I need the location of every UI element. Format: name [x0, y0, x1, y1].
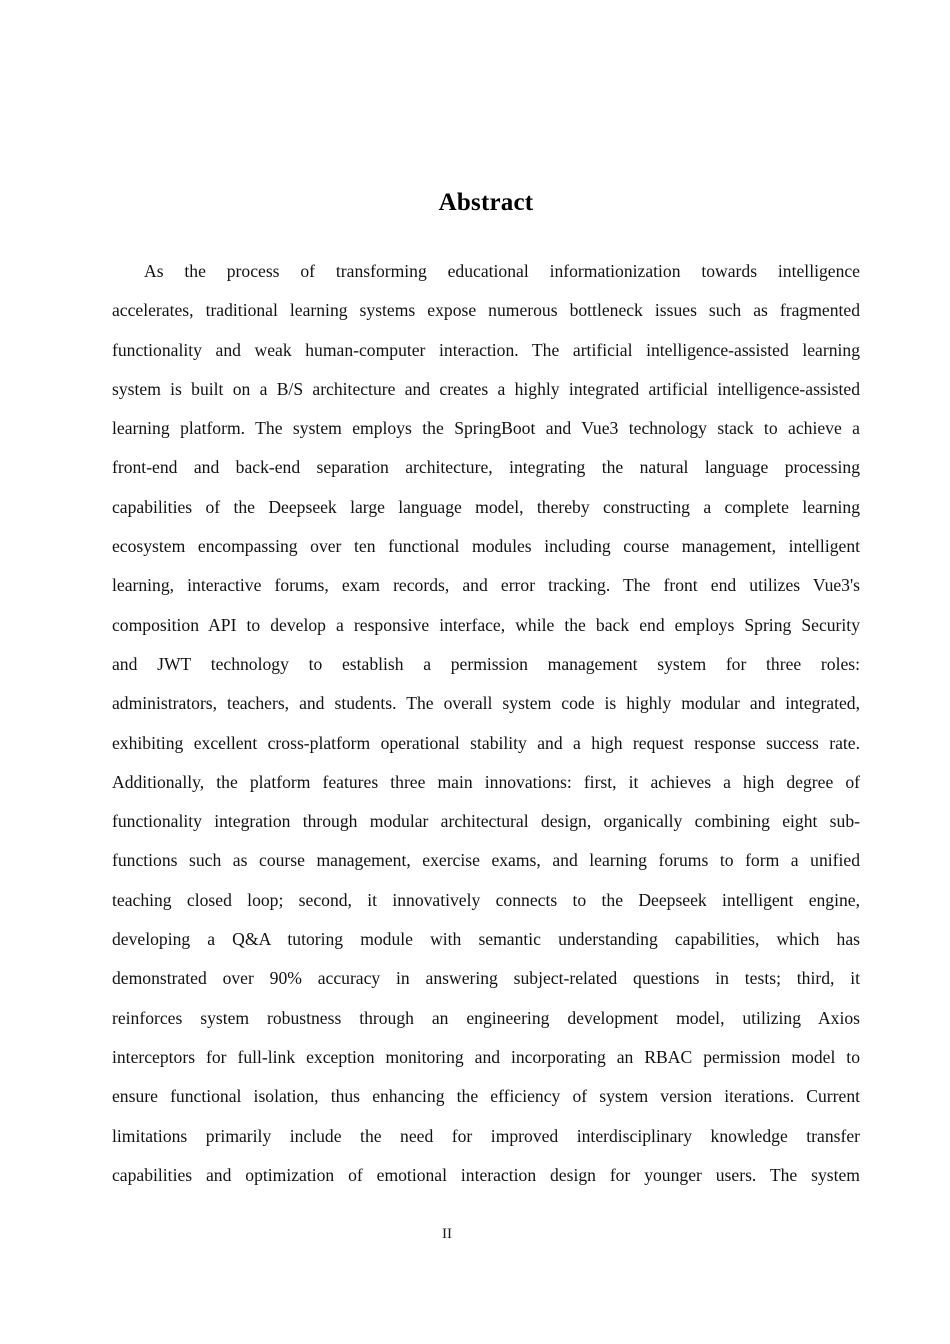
- abstract-line: ensure functional isolation, thus enhancing the efficiency of system version iterations. Current: [112, 1086, 860, 1107]
- abstract-line: demonstrated over 90% accuracy in answering subject-related questions in tests; third, it: [112, 968, 860, 989]
- page-title: Abstract: [438, 188, 534, 216]
- abstract-line: exhibiting excellent cross-platform operational stability and a high request response success rate.: [112, 732, 860, 753]
- abstract-line: learning platform. The system employs the SpringBoot and Vue3 technology stack to achieve a: [112, 418, 860, 439]
- abstract-line: developing a Q&A tutoring module with semantic understanding capabilities, which has: [112, 929, 860, 950]
- abstract-line: interceptors for full-link exception monitoring and incorporating an RBAC permission model to: [112, 1046, 860, 1067]
- abstract-line: system is built on a B/S architecture and creates a highly integrated artificial intelligence-assisted: [112, 378, 860, 399]
- abstract-line: composition API to develop a responsive interface, while the back end employs Spring Security: [112, 614, 860, 635]
- abstract-line: accelerates, traditional learning systems expose numerous bottleneck issues such as fragmented: [112, 300, 860, 321]
- abstract-line: functionality integration through modular architectural design, organically combining eight sub-: [112, 811, 860, 832]
- abstract-line: limitations primarily include the need for improved interdisciplinary knowledge transfer: [112, 1125, 860, 1146]
- abstract-line: teaching closed loop; second, it innovatively connects to the Deepseek intelligent engine,: [112, 889, 860, 910]
- page-number-footer: II: [442, 1226, 452, 1242]
- abstract-line: and JWT technology to establish a permission management system for three roles:: [112, 653, 860, 674]
- abstract-body: [112, 252, 860, 1195]
- abstract-line: As the process of transforming educational informationization towards intelligence: [144, 261, 860, 281]
- abstract-line: Additionally, the platform features three main innovations: first, it achieves a high degree of: [112, 771, 860, 792]
- abstract-line: administrators, teachers, and students. The overall system code is highly modular and integrated,: [112, 693, 860, 714]
- abstract-line: learning, interactive forums, exam records, and error tracking. The front end utilizes Vue3's: [112, 575, 860, 596]
- abstract-line: front-end and back-end separation architecture, integrating the natural language processing: [112, 457, 860, 478]
- abstract-line: capabilities and optimization of emotional interaction design for younger users. The system: [112, 1164, 860, 1185]
- abstract-line: functions such as course management, exercise exams, and learning forums to form a unified: [112, 850, 860, 871]
- abstract-line: ecosystem encompassing over ten functional modules including course management, intelligent: [112, 536, 860, 557]
- abstract-line: functionality and weak human-computer interaction. The artificial intelligence-assisted learning: [112, 339, 860, 360]
- abstract-line: capabilities of the Deepseek large language model, thereby constructing a complete learning: [112, 496, 860, 517]
- abstract-line: reinforces system robustness through an engineering development model, utilizing Axios: [112, 1007, 860, 1028]
